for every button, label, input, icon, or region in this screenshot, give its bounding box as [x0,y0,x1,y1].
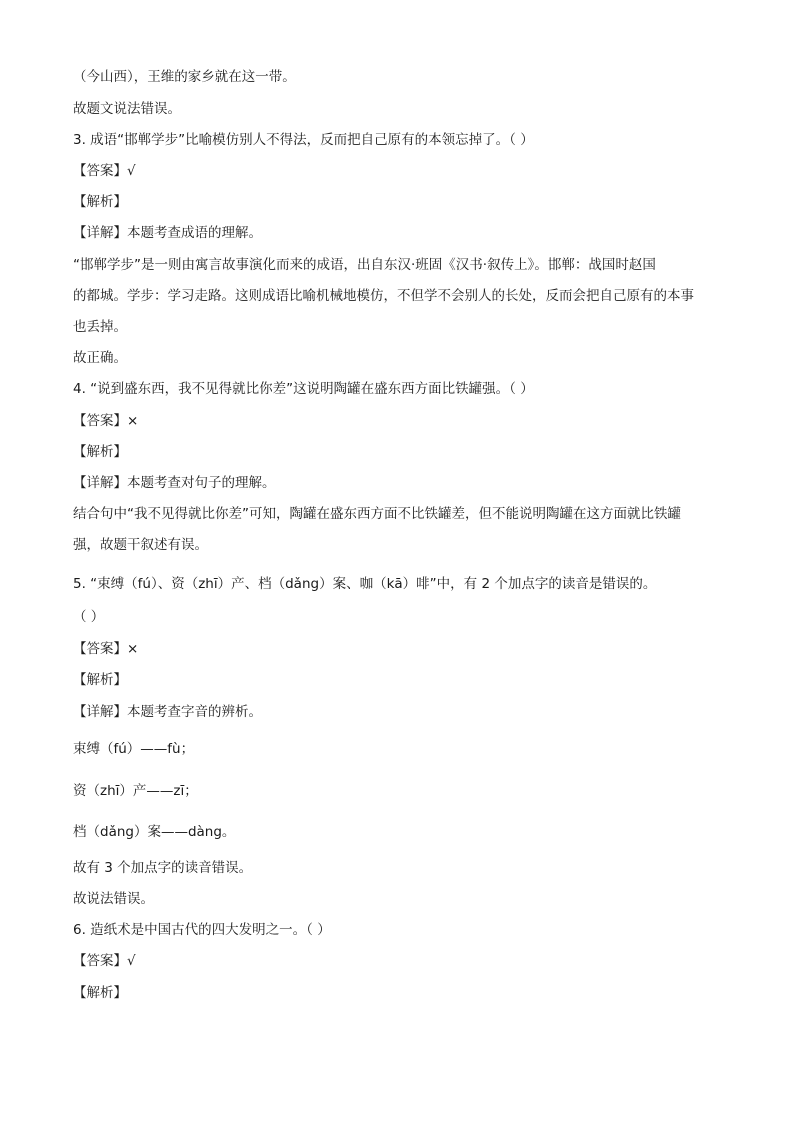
text-line: 故说法错误。 [73,891,154,907]
question-5: 5. “束缚（fú）、资（zhī）产、档（dǎng）案、咖（kā）啡”中，有 2 个加点字的读音是错误的。 [73,576,657,592]
text-line: 也丢掉。 [73,319,127,335]
text-line: 资（zhī）产——zī； [73,783,198,799]
answer-label: 【答案】× [73,413,139,429]
text-line: 档（dǎng）案——dàng。 [73,824,236,840]
detail-label: 【详解】本题考查成语的理解。 [73,225,262,241]
detail-label: 【详解】本题考查字音的辨析。 [73,704,262,720]
answer-label: 【答案】√ [73,953,136,969]
answer-label: 【答案】× [73,641,139,657]
text-line: 的都城。学步：学习走路。这则成语比喻机械地模仿，不但学不会别人的长处，反而会把自己原有的本事 [73,288,694,304]
text-line: 结合句中“我不见得就比你差”可知，陶罐在盛东西方面不比铁罐差，但不能说明陶罐在这方面就比铁罐 [73,506,681,522]
detail-label: 【详解】本题考查对句子的理解。 [73,475,276,491]
text-line: 故有 3 个加点字的读音错误。 [73,860,253,876]
analysis-label: 【解析】 [73,985,127,1001]
question-4: 4. “说到盛东西，我不见得就比你差”这说明陶罐在盛东西方面比铁罐强。（ ） [73,381,534,397]
text-line: 束缚（fú）——fù； [73,741,195,757]
analysis-label: 【解析】 [73,194,127,210]
text-line: 故正确。 [73,350,127,366]
analysis-label: 【解析】 [73,672,127,688]
text-line: 强，故题干叙述有误。 [73,537,208,553]
question-3: 3. 成语“邯郸学步”比喻模仿别人不得法，反而把自己原有的本领忘掉了。（ ） [73,132,534,148]
text-line: “邯郸学步”是一则由寓言故事演化而来的成语，出自东汉·班固《汉书·叙传上》。邯郸：战国时赵国 [73,257,656,273]
text-line: （今山西），王维的家乡就在这一带。 [73,69,296,85]
answer-label: 【答案】√ [73,163,136,179]
analysis-label: 【解析】 [73,444,127,460]
question-6: 6. 造纸术是中国古代的四大发明之一。（ ） [73,922,331,938]
text-line: （ ） [73,609,105,625]
text-line: 故题文说法错误。 [73,101,181,117]
